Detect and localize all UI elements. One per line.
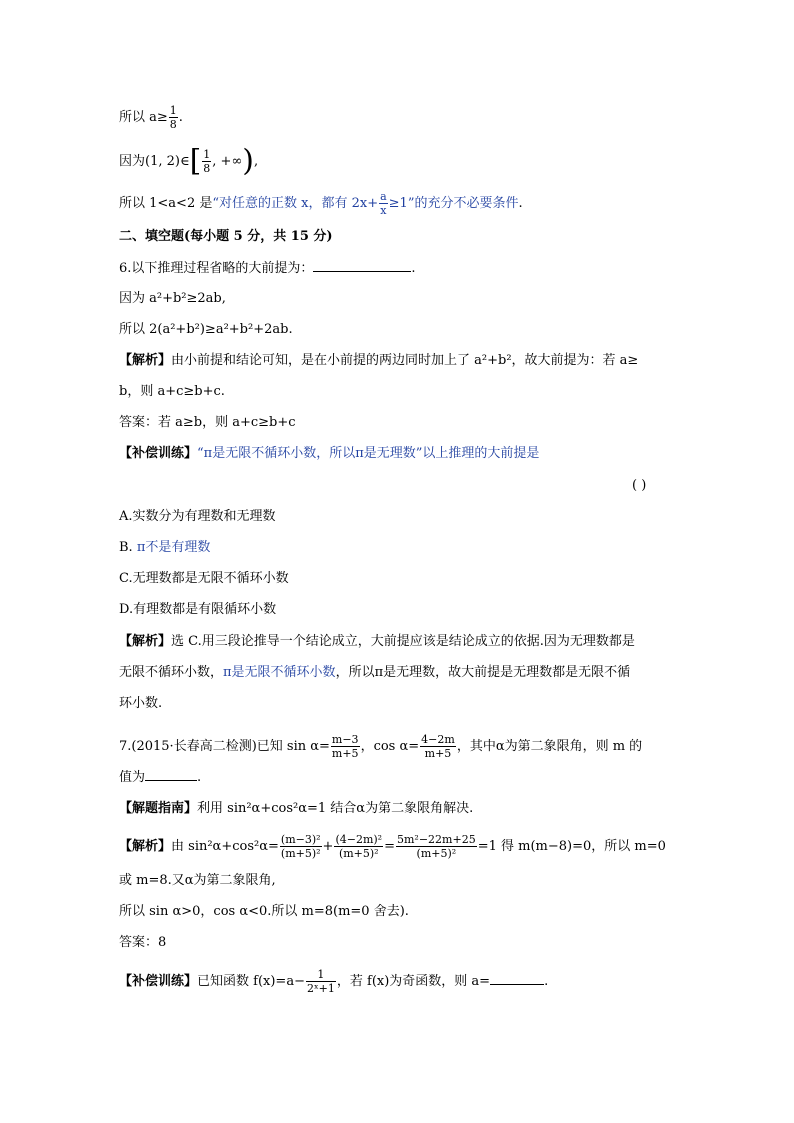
text: 利用 sin²α+cos²α=1 结合α为第二象限角解决.	[197, 801, 474, 816]
compensation-training-2	[119, 968, 548, 995]
analysis-2	[119, 633, 635, 651]
fraction-cos	[420, 733, 456, 760]
fraction-odd-func	[306, 968, 336, 995]
analysis-tag: 【解析】	[119, 353, 172, 368]
analysis-tag: 【解析】	[119, 839, 172, 854]
text: .	[178, 110, 183, 125]
line-interval	[119, 143, 259, 179]
text: B.	[119, 540, 137, 555]
question-7-line2	[119, 768, 201, 787]
option-d: D.有理数都是有限循环小数	[119, 602, 277, 617]
fraction-1-8	[202, 148, 211, 175]
analysis-1	[119, 352, 638, 370]
text: =1 得 m(m−8)=0，所以 m=0	[477, 839, 666, 854]
text: =	[384, 839, 395, 854]
section-heading: 二、填空题(每小题 5 分，共 15 分)	[119, 229, 333, 244]
text: ，其中α为第二象限角，则 m 的	[456, 739, 643, 754]
frac-den: 8	[169, 118, 177, 131]
text: 已知函数 f(x)=a−	[197, 974, 305, 989]
answer-blank	[313, 259, 411, 272]
text: 所以 a≥	[119, 110, 168, 125]
text: .	[544, 974, 549, 989]
line-sufficient-condition	[119, 190, 523, 217]
analysis-tag: 【解析】	[119, 634, 172, 649]
text: 因为(1, 2)∈	[119, 154, 190, 169]
frac-num: (4−2m)²	[335, 833, 383, 846]
text: 无限不循环小数，	[119, 665, 224, 680]
text: 6.以下推理过程省略的大前提为：	[119, 261, 314, 276]
fraction-sin	[331, 733, 360, 760]
q6-premise: 因为 a²+b²≥2ab,	[119, 291, 226, 306]
answer-blank	[490, 972, 544, 985]
analysis-3-line2: 或 m=8.又α为第二象限角,	[119, 873, 276, 888]
text: , +∞	[212, 154, 243, 169]
compensation-tag: 【补偿训练】	[119, 446, 198, 461]
guide-tag: 【解题指南】	[119, 801, 198, 816]
fraction-1	[280, 833, 322, 860]
text: ,	[254, 154, 259, 169]
text: 由小前提和结论可知，是在小前提的两边同时加上了 a²+b²，故大前提为：若 a≥	[171, 353, 639, 368]
fraction-2	[334, 833, 383, 860]
question-6	[119, 259, 416, 278]
text: ，所以π是无理数，故大前提是无理数都是无限不循	[335, 665, 631, 680]
q6-conclusion: 所以 2(a²+b²)≥a²+b²+2ab.	[119, 322, 293, 337]
text: ，cos α=	[360, 739, 420, 754]
analysis-3	[119, 833, 666, 860]
frac-num: 5m²−22m+25	[397, 833, 476, 846]
frac-den: 2ˣ+1	[306, 982, 335, 995]
option-b	[119, 539, 210, 557]
frac-den: m+5	[331, 747, 359, 760]
text: .	[411, 261, 416, 276]
text: 7.(2015·长春高二检测)已知 sin α=	[119, 739, 330, 754]
text: .	[197, 770, 202, 785]
text: 值为	[119, 770, 146, 785]
right-paren: )	[242, 143, 255, 179]
text: “π是无限不循环小数，所以π是无理数”以上推理的大前提是	[197, 446, 540, 461]
answer-blank	[145, 768, 197, 781]
text: π不是有理数	[136, 540, 211, 555]
option-a: A.实数分为有理数和无理数	[119, 509, 276, 524]
frac-den: m+5	[424, 747, 452, 760]
frac-num: a	[380, 190, 387, 203]
analysis-2-line3: 环小数.	[119, 696, 163, 711]
answer-7: 答案：8	[119, 935, 167, 950]
line-a-ge-1-8	[119, 104, 183, 131]
text: 选 C.用三段论推导一个结论成立，大前提应该是结论成立的依据.因为无理数都是	[171, 634, 635, 649]
text: ≥1”的充分不必要条件	[388, 196, 519, 211]
text: 所以 1<a<2 是	[119, 196, 213, 211]
fraction-1-8	[169, 104, 178, 131]
answer-6: 答案：若 a≥b，则 a+c≥b+c	[119, 415, 296, 430]
fraction-a-x	[379, 190, 388, 217]
analysis-3-line3: 所以 sin α>0，cos α<0.所以 m=8(m=0 舍去).	[119, 904, 409, 919]
frac-den: (m+5)²	[338, 847, 379, 860]
frac-den: (m+5)²	[280, 847, 321, 860]
compensation-training-1	[119, 445, 539, 463]
frac-num: (m−3)²	[280, 833, 321, 846]
frac-num: 1	[306, 968, 336, 982]
frac-num: 1	[169, 104, 177, 117]
answer-parentheses: ( )	[632, 478, 647, 493]
analysis-2-line2	[119, 664, 630, 682]
text: ，若 f(x)为奇函数，则 a=	[336, 974, 491, 989]
frac-den: x	[380, 204, 387, 217]
frac-num: 1	[203, 148, 211, 161]
compensation-tag: 【补偿训练】	[119, 974, 198, 989]
frac-den: (m+5)²	[416, 847, 457, 860]
solution-guide	[119, 800, 473, 818]
frac-den: 8	[203, 162, 211, 175]
text: +	[322, 839, 334, 854]
text: “对任意的正数 x，都有 2x+	[212, 196, 379, 211]
question-7	[119, 733, 642, 760]
text: 由 sin²α+cos²α=	[171, 839, 279, 854]
option-c: C.无理数都是无限不循环小数	[119, 571, 289, 586]
frac-num: m−3	[331, 733, 359, 746]
fraction-3	[396, 833, 477, 860]
left-bracket: [	[189, 143, 202, 179]
frac-num: 4−2m	[421, 733, 455, 746]
text: π是无限不循环小数	[223, 665, 336, 680]
analysis-1-cont: b，则 a+c≥b+c.	[119, 384, 225, 399]
text: .	[518, 196, 523, 211]
